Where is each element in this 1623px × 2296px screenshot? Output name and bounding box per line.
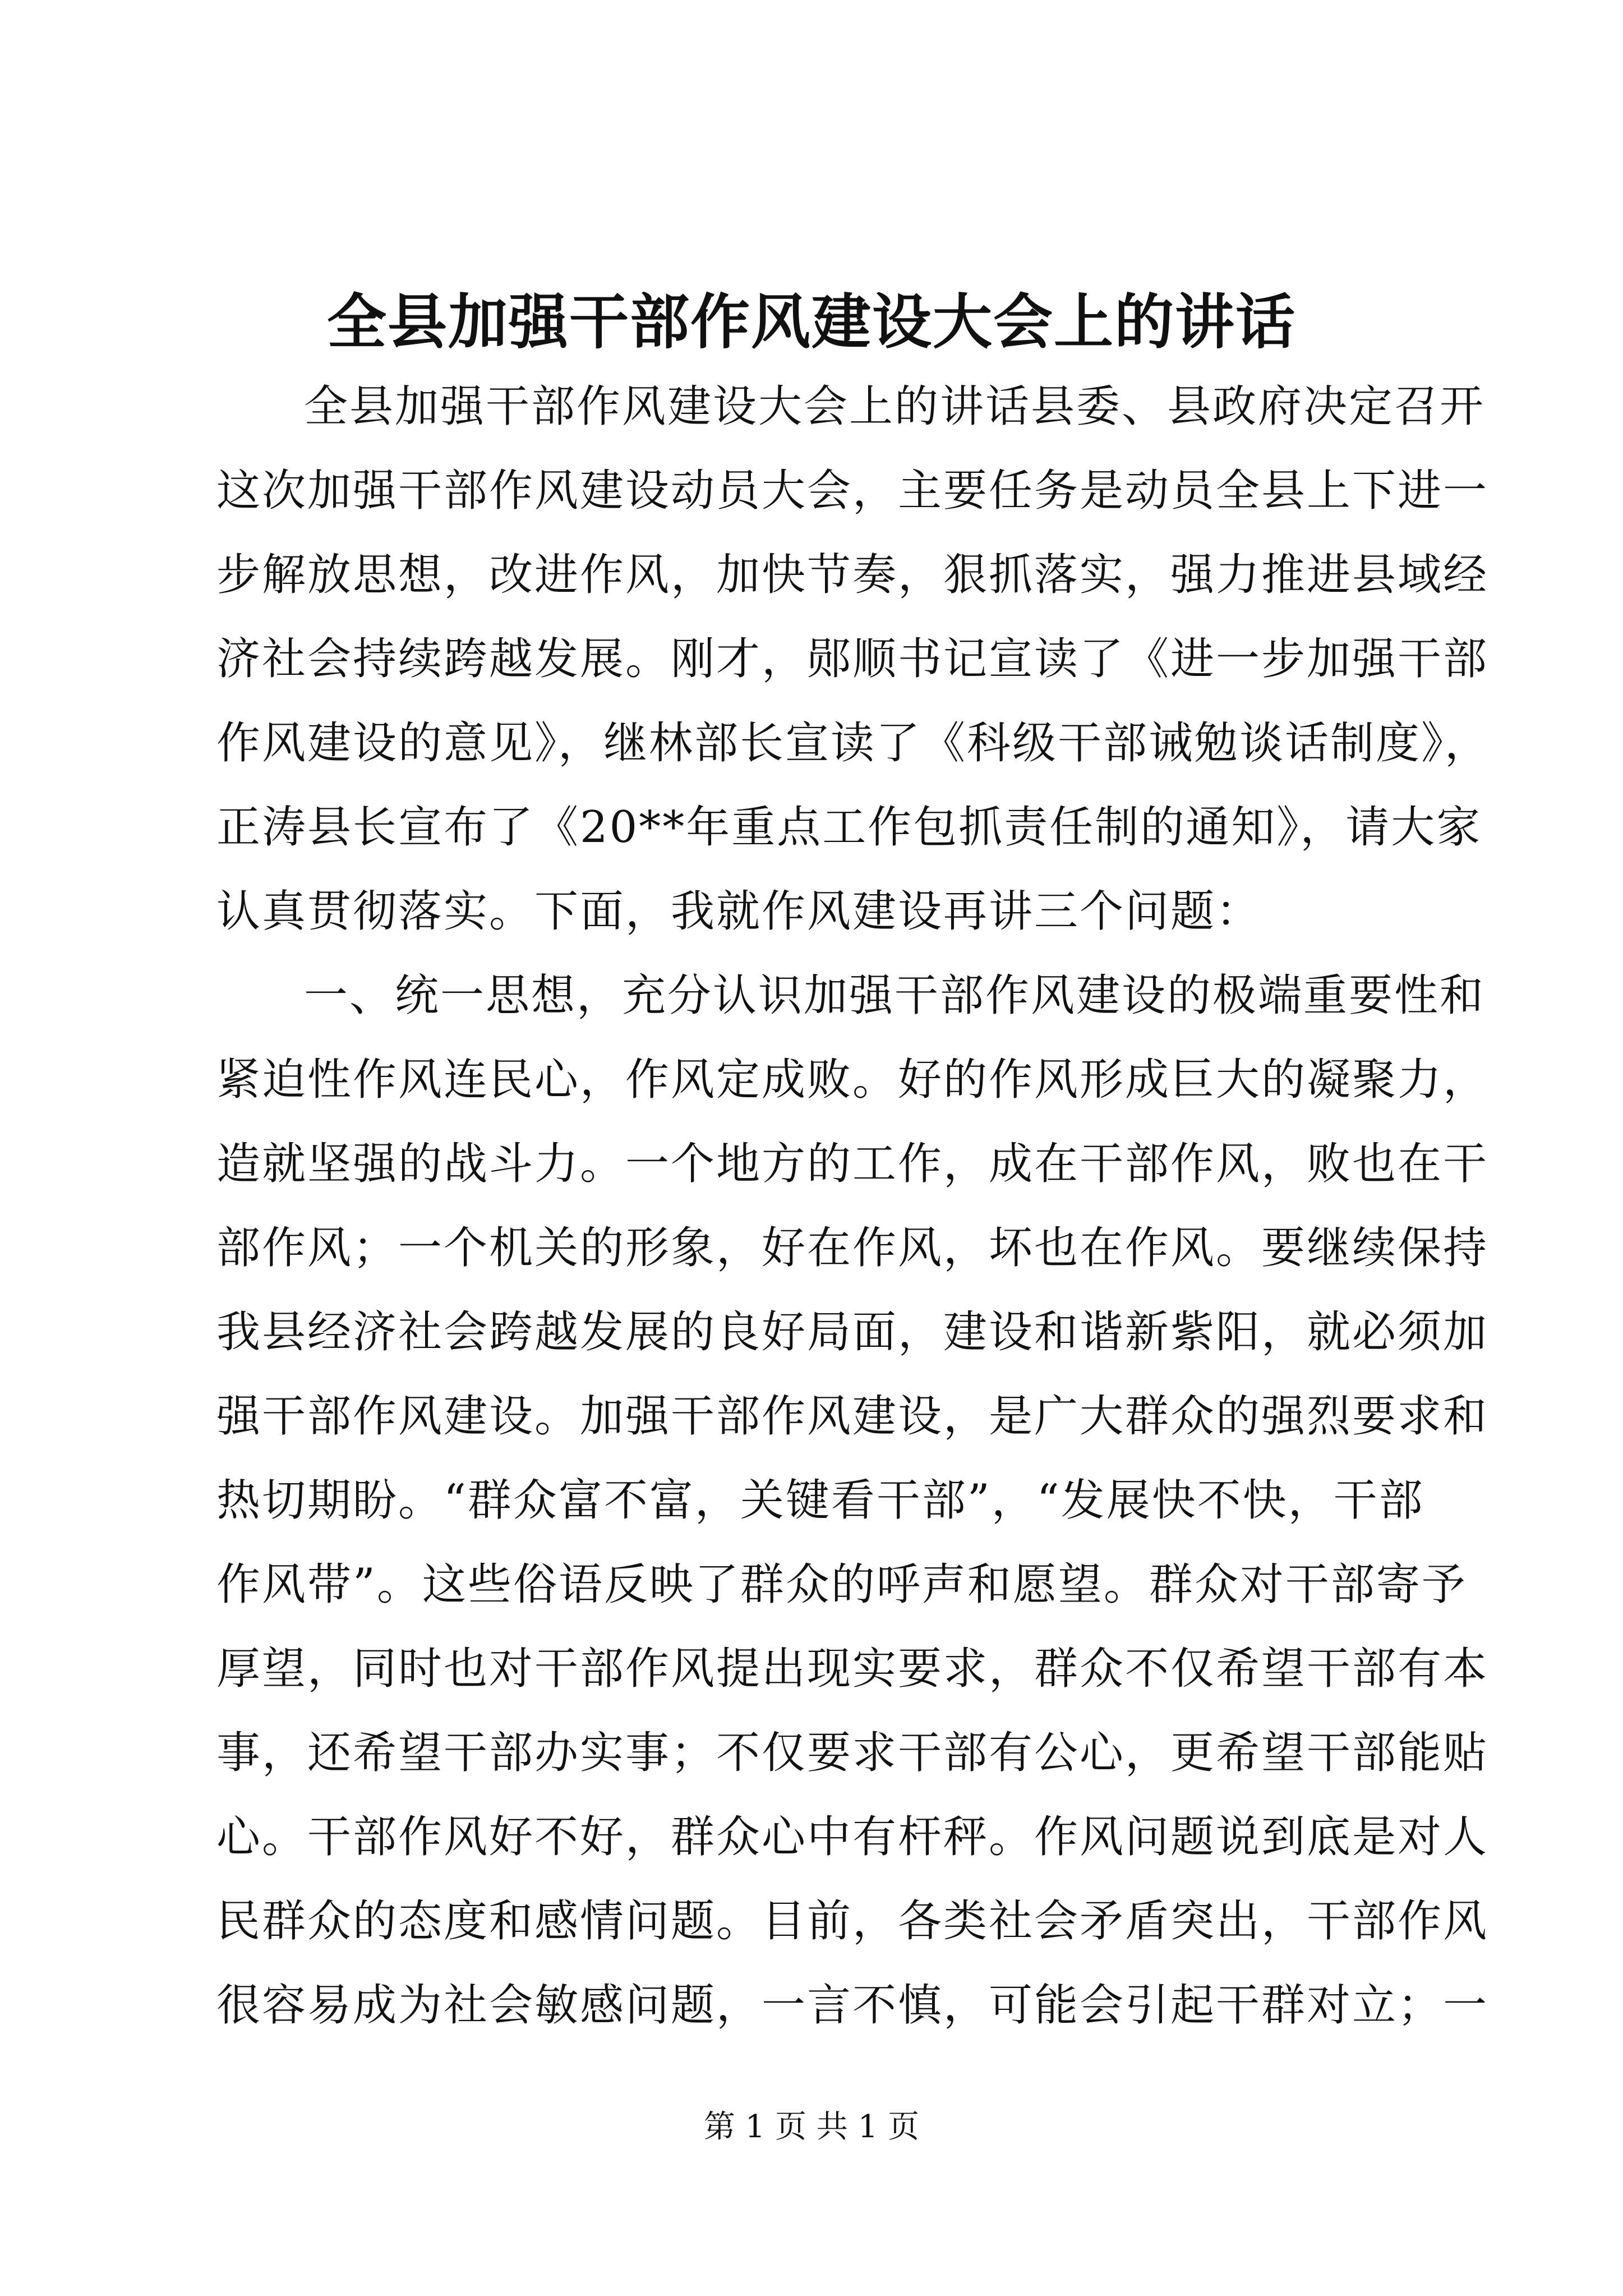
body-line: 造就坚强的战斗力。一个地方的工作，成在干部作风，败也在干 [216, 1139, 1489, 1189]
body-line: 作风带”。这些俗语反映了群众的呼声和愿望。群众对干部寄予 [216, 1559, 1467, 1610]
body-line: 事，还希望干部办实事；不仅要求干部有公心，更希望干部能贴 [216, 1728, 1489, 1778]
body-line: 民群众的态度和感情问题。目前，各类社会矛盾突出，干部作风 [216, 1896, 1489, 1947]
body-line: 心。干部作风好不好，群众心中有杆秤。作风问题说到底是对人 [216, 1812, 1489, 1862]
page-number-footer: 第 1 页 共 1 页 [703, 2109, 920, 2145]
body-line: 我县经济社会跨越发展的良好局面，建设和谐新紫阳，就必须加 [216, 1307, 1489, 1358]
body-line: 全县加强干部作风建设大会上的讲话县委、县政府决定召开 [304, 381, 1486, 432]
body-line: 厚望，同时也对干部作风提出现实要求，群众不仅希望干部有本 [216, 1644, 1489, 1694]
body-line: 认真贯彻落实。下面，我就作风建设再讲三个问题： [216, 886, 1262, 937]
body-line: 正涛县长宣布了《20**年重点工作包抓责任制的通知》，请大家 [216, 802, 1482, 853]
body-line: 一、统一思想，充分认识加强干部作风建设的极端重要性和 [304, 970, 1486, 1021]
body-line: 步解放思想，改进作风，加快节奏，狠抓落实，强力推进县域经 [216, 550, 1489, 600]
body-line: 很容易成为社会敏感问题，一言不慎，可能会引起干群对立；一 [216, 1980, 1489, 2031]
body-line: 部作风；一个机关的形象，好在作风，坏也在作风。要继续保持 [216, 1223, 1489, 1273]
body-line: 紧迫性作风连民心，作风定成败。好的作风形成巨大的凝聚力， [216, 1055, 1489, 1105]
document-title: 全县加强干部作风建设大会上的讲话 [327, 288, 1296, 357]
body-line: 热切期盼。“群众富不富，关键看干部”，“发展快不快，干部 [216, 1475, 1424, 1526]
body-line: 济社会持续跨越发展。刚才，郧顺书记宣读了《进一步加强干部 [216, 634, 1489, 684]
body-line: 作风建设的意见》，继林部长宣读了《科级干部诫勉谈话制度》， [216, 718, 1491, 769]
body-line: 强干部作风建设。加强干部作风建设，是广大群众的强烈要求和 [216, 1391, 1489, 1442]
body-line: 这次加强干部作风建设动员大会，主要任务是动员全县上下进一 [216, 466, 1489, 516]
